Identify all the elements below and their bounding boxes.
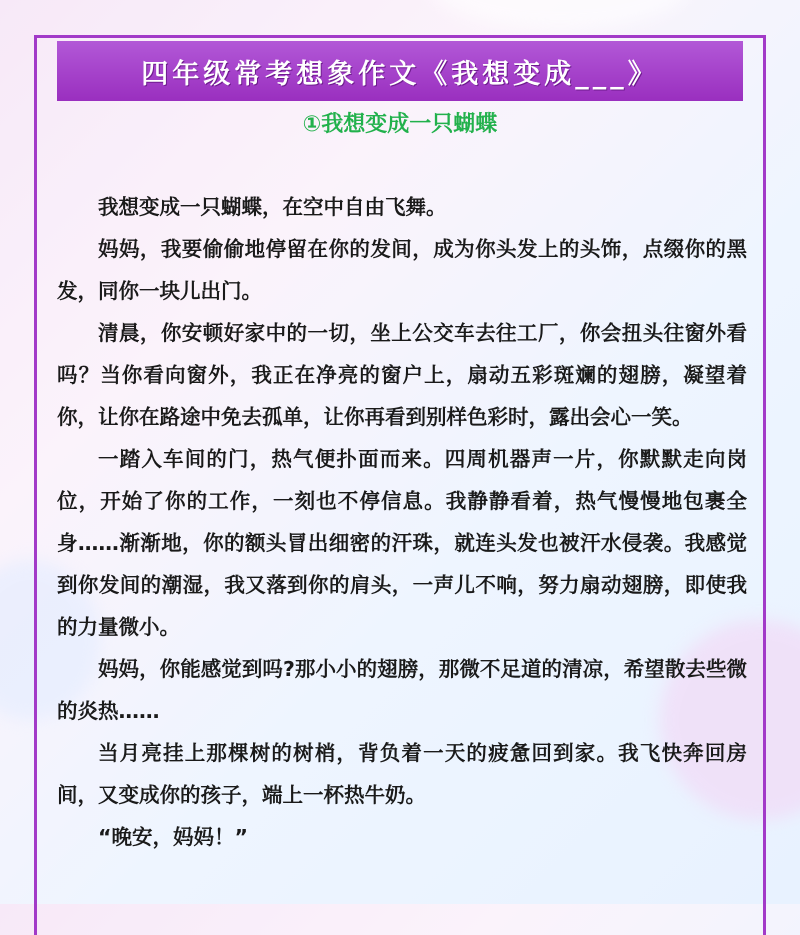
essay-body: [57, 186, 747, 858]
paragraph: 一踏入车间的门，热气便扑面而来。四周机器声一片，你默默走向岗位，开始了你的工作，一刻也不停信息。我静静看着，热气慢慢地包裹全身……渐渐地，你的额头冒出细密的汗珠，就连头发也被汗水侵袭。我感觉到你发间的潮湿，我又落到你的肩头，一声儿不响，努力扇动翅膀，即使我的力量微小。: [57, 447, 747, 639]
paragraph: “晚安，妈妈！”: [98, 825, 248, 849]
title-banner: [57, 41, 743, 101]
paragraph: 清晨，你安顿好家中的一切，坐上公交车去往工厂，你会扭头往窗外看吗？当你看向窗外，我正在净亮的窗户上，扇动五彩斑斓的翅膀，凝望着你，让你在路途中免去孤单，让你再看到别样色彩时，露出会心一笑。: [57, 321, 747, 429]
paragraph: 当月亮挂上那棵树的树梢，背负着一天的疲惫回到家。我飞快奔回房间，又变成你的孩子，端上一杯热牛奶。: [57, 741, 747, 807]
paragraph: 我想变成一只蝴蝶，在空中自由飞舞。: [98, 195, 447, 219]
page-title: 四年级常考想象作文《我想变成___》: [141, 58, 659, 90]
background-glow: [430, 0, 690, 30]
paragraph: 妈妈，我要偷偷地停留在你的发间，成为你头发上的头饰，点缀你的黑发，同你一块儿出门。: [57, 237, 747, 303]
paragraph: 妈妈，你能感觉到吗?那小小的翅膀，那微不足道的清凉，希望散去些微的炎热……: [57, 657, 747, 723]
essay-subtitle: ①我想变成一只蝴蝶: [302, 112, 498, 137]
